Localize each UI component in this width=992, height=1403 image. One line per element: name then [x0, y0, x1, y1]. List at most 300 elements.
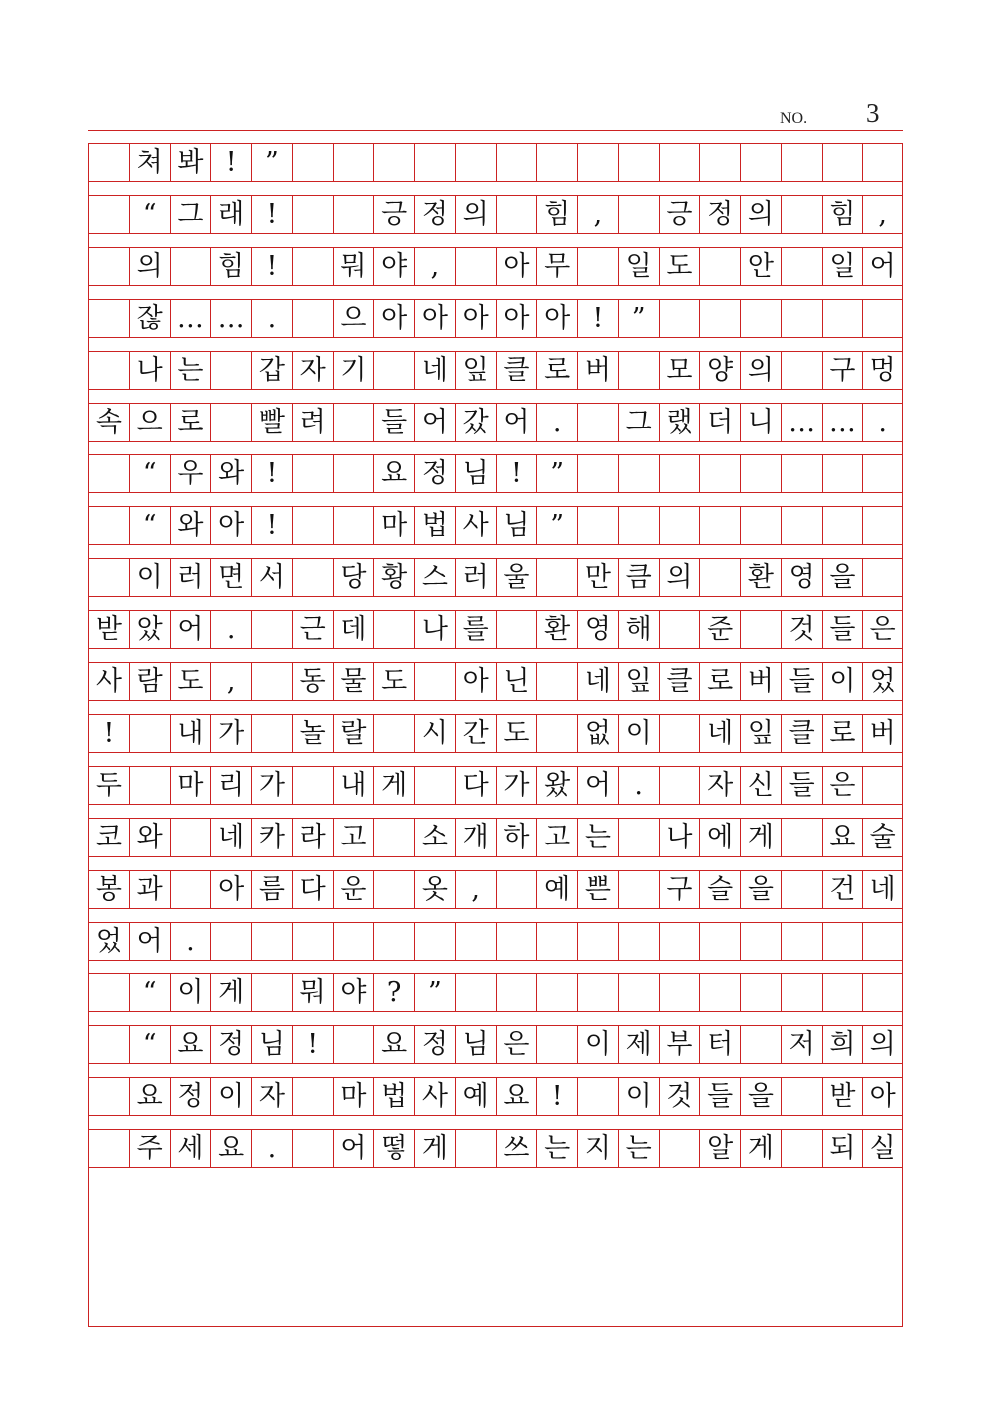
grid-cell [781, 195, 822, 234]
grid-cell [333, 922, 374, 961]
grid-cell [659, 766, 700, 805]
grid-cell: 무 [536, 247, 577, 286]
grid-cell: 이 [822, 662, 863, 701]
grid-cell: 이 [170, 973, 211, 1012]
manuscript-row [88, 818, 903, 857]
grid-cell: 힘 [822, 195, 863, 234]
grid-cell: 들 [781, 662, 822, 701]
grid-cell [292, 506, 333, 545]
grid-cell: … [210, 299, 251, 338]
grid-cell [659, 922, 700, 961]
grid-cell [251, 610, 292, 649]
grid-cell: 을 [822, 558, 863, 597]
grid-cell: 님 [455, 1025, 496, 1064]
grid-cell: 예 [536, 870, 577, 909]
grid-cell [88, 558, 129, 597]
grid-cell: 의 [862, 1025, 903, 1064]
grid-cell [577, 506, 618, 545]
grid-cell: 을 [740, 1077, 781, 1116]
grid-cell: 도 [373, 662, 414, 701]
grid-cell: 요 [129, 1077, 170, 1116]
grid-cell [659, 973, 700, 1012]
grid-cell [822, 922, 863, 961]
manuscript-row [88, 351, 903, 390]
grid-cell: 환 [740, 558, 781, 597]
grid-cell [618, 454, 659, 493]
grid-cell: 코 [88, 818, 129, 857]
grid-cell [170, 870, 211, 909]
grid-cell: 사 [455, 506, 496, 545]
manuscript-row [88, 870, 903, 909]
grid-cell: 은 [822, 766, 863, 805]
grid-cell: 봐 [170, 143, 211, 182]
grid-cell: 속 [88, 403, 129, 442]
manuscript-row [88, 1025, 903, 1064]
grid-cell [781, 1129, 822, 1168]
grid-cell: 지 [577, 1129, 618, 1168]
grid-cell: “ [129, 1025, 170, 1064]
grid-cell: 들 [822, 610, 863, 649]
grid-cell [455, 922, 496, 961]
grid-cell [618, 143, 659, 182]
grid-cell [781, 454, 822, 493]
grid-cell: 려 [292, 403, 333, 442]
grid-cell: 클 [496, 351, 537, 390]
grid-cell: ! [536, 1077, 577, 1116]
grid-cell: ” [251, 143, 292, 182]
grid-cell: 아 [414, 299, 455, 338]
grid-cell [618, 922, 659, 961]
grid-cell: 사 [88, 662, 129, 701]
grid-cell [577, 403, 618, 442]
grid-cell: 게 [373, 766, 414, 805]
grid-cell [740, 143, 781, 182]
grid-cell [659, 1129, 700, 1168]
grid-cell: 이 [210, 1077, 251, 1116]
grid-cell: 아 [210, 506, 251, 545]
grid-cell [292, 922, 333, 961]
grid-cell: 자 [292, 351, 333, 390]
grid-cell [88, 973, 129, 1012]
grid-cell: 게 [740, 1129, 781, 1168]
grid-cell: 시 [414, 714, 455, 753]
grid-cell [88, 1077, 129, 1116]
grid-cell: 황 [373, 558, 414, 597]
grid-cell: 었 [862, 662, 903, 701]
manuscript-row [88, 1129, 903, 1168]
grid-cell: 개 [455, 818, 496, 857]
manuscript-row [88, 973, 903, 1012]
grid-cell: ! [88, 714, 129, 753]
grid-cell: 으 [333, 299, 374, 338]
grid-cell [699, 922, 740, 961]
grid-cell: 클 [659, 662, 700, 701]
grid-cell: 는 [170, 351, 211, 390]
grid-cell [822, 506, 863, 545]
grid-cell [455, 973, 496, 1012]
grid-cell: . [210, 610, 251, 649]
grid-cell [292, 1077, 333, 1116]
grid-cell: 네 [699, 714, 740, 753]
grid-cell: 갑 [251, 351, 292, 390]
grid-cell [577, 454, 618, 493]
grid-cell: 받 [822, 1077, 863, 1116]
grid-cell [496, 610, 537, 649]
manuscript-row [88, 766, 903, 805]
grid-cell: 당 [333, 558, 374, 597]
grid-cell [373, 610, 414, 649]
grid-cell: 저 [781, 1025, 822, 1064]
grid-cell: 고 [333, 818, 374, 857]
grid-cell [577, 247, 618, 286]
grid-cell [618, 818, 659, 857]
grid-cell [618, 195, 659, 234]
grid-cell: 와 [129, 818, 170, 857]
grid-cell: 야 [373, 247, 414, 286]
grid-cell: 의 [455, 195, 496, 234]
grid-cell: 알 [699, 1129, 740, 1168]
grid-cell: 이 [618, 714, 659, 753]
grid-cell: 그 [618, 403, 659, 442]
grid-cell [536, 558, 577, 597]
grid-cell [292, 558, 333, 597]
grid-cell [862, 454, 903, 493]
grid-cell [292, 1129, 333, 1168]
grid-cell [373, 922, 414, 961]
manuscript-row [88, 247, 903, 286]
grid-cell [781, 506, 822, 545]
grid-cell: 내 [170, 714, 211, 753]
grid-cell: 뭐 [292, 973, 333, 1012]
grid-cell [577, 1077, 618, 1116]
grid-cell: 이 [129, 558, 170, 597]
grid-cell: 정 [699, 195, 740, 234]
grid-cell: 요 [822, 818, 863, 857]
grid-cell: 건 [822, 870, 863, 909]
grid-cell: 영 [781, 558, 822, 597]
grid-cell [333, 454, 374, 493]
grid-cell: 과 [129, 870, 170, 909]
grid-cell: 쓰 [496, 1129, 537, 1168]
grid-cell [618, 506, 659, 545]
grid-cell: 들 [781, 766, 822, 805]
grid-cell: 은 [862, 610, 903, 649]
grid-cell: 어 [170, 610, 211, 649]
grid-cell [414, 766, 455, 805]
grid-cell [699, 506, 740, 545]
grid-cell [536, 973, 577, 1012]
header-rule [88, 130, 903, 131]
grid-cell [699, 299, 740, 338]
grid-cell: … [822, 403, 863, 442]
grid-cell: 버 [740, 662, 781, 701]
grid-cell: 로 [536, 351, 577, 390]
grid-cell [822, 299, 863, 338]
grid-cell: 네 [210, 818, 251, 857]
grid-cell [88, 195, 129, 234]
grid-cell [455, 143, 496, 182]
grid-cell: 어 [577, 766, 618, 805]
grid-cell: 정 [414, 195, 455, 234]
grid-cell: 잎 [618, 662, 659, 701]
grid-cell: 술 [862, 818, 903, 857]
page-number-label: NO. [780, 110, 808, 127]
grid-cell [373, 870, 414, 909]
grid-cell: 되 [822, 1129, 863, 1168]
grid-cell [455, 247, 496, 286]
grid-cell: 라 [292, 818, 333, 857]
grid-cell: 가 [496, 766, 537, 805]
grid-cell: 받 [88, 610, 129, 649]
grid-cell: 는 [536, 1129, 577, 1168]
grid-cell: 면 [210, 558, 251, 597]
grid-cell [333, 403, 374, 442]
grid-cell [88, 1025, 129, 1064]
grid-cell: 놀 [292, 714, 333, 753]
grid-cell [781, 143, 822, 182]
grid-cell: 없 [577, 714, 618, 753]
manuscript-row [88, 1077, 903, 1116]
grid-cell: 자 [699, 766, 740, 805]
grid-cell: 기 [333, 351, 374, 390]
grid-cell [536, 662, 577, 701]
grid-cell: 내 [333, 766, 374, 805]
grid-cell: 님 [496, 506, 537, 545]
grid-cell: 갔 [455, 403, 496, 442]
grid-cell: . [536, 403, 577, 442]
grid-cell [129, 766, 170, 805]
grid-cell [333, 195, 374, 234]
grid-cell: ? [373, 973, 414, 1012]
manuscript-row [88, 454, 903, 493]
grid-cell: 마 [170, 766, 211, 805]
grid-cell [740, 506, 781, 545]
grid-cell: 하 [496, 818, 537, 857]
grid-cell: 준 [699, 610, 740, 649]
grid-cell: 더 [699, 403, 740, 442]
grid-cell: . [251, 1129, 292, 1168]
grid-cell [536, 1025, 577, 1064]
grid-cell [659, 299, 700, 338]
grid-cell: 제 [618, 1025, 659, 1064]
grid-cell: 은 [496, 1025, 537, 1064]
grid-cell [618, 870, 659, 909]
grid-cell: ! [210, 143, 251, 182]
grid-cell: 들 [373, 403, 414, 442]
grid-cell [862, 766, 903, 805]
grid-cell: 람 [129, 662, 170, 701]
grid-cell [88, 1129, 129, 1168]
grid-cell: 요 [170, 1025, 211, 1064]
grid-cell: 게 [414, 1129, 455, 1168]
grid-cell: “ [129, 454, 170, 493]
grid-cell: “ [129, 973, 170, 1012]
grid-cell [740, 299, 781, 338]
grid-cell: 야 [333, 973, 374, 1012]
grid-cell: 마 [333, 1077, 374, 1116]
grid-cell: 어 [862, 247, 903, 286]
grid-cell [414, 662, 455, 701]
grid-cell [210, 351, 251, 390]
grid-cell: 나 [129, 351, 170, 390]
grid-cell: 이 [577, 1025, 618, 1064]
grid-cell [88, 506, 129, 545]
grid-cell: ” [618, 299, 659, 338]
grid-cell: 동 [292, 662, 333, 701]
grid-cell [659, 714, 700, 753]
grid-cell: ! [251, 195, 292, 234]
grid-cell: 들 [699, 1077, 740, 1116]
grid-cell [88, 299, 129, 338]
grid-cell: 다 [292, 870, 333, 909]
grid-cell: “ [129, 195, 170, 234]
grid-cell [210, 922, 251, 961]
grid-cell: 랬 [659, 403, 700, 442]
grid-cell: 힘 [536, 195, 577, 234]
grid-cell: 울 [496, 558, 537, 597]
grid-cell [536, 143, 577, 182]
grid-cell [496, 973, 537, 1012]
grid-cell: 터 [699, 1025, 740, 1064]
grid-cell: 물 [333, 662, 374, 701]
grid-cell: 카 [251, 818, 292, 857]
grid-cell: 힘 [210, 247, 251, 286]
grid-cell [88, 454, 129, 493]
grid-cell [862, 973, 903, 1012]
grid-cell: 로 [822, 714, 863, 753]
page-number: 3 [866, 98, 880, 128]
grid-cell: 아 [373, 299, 414, 338]
grid-cell: “ [129, 506, 170, 545]
grid-cell: 이 [618, 1077, 659, 1116]
grid-cell: 아 [455, 299, 496, 338]
grid-cell: ! [251, 247, 292, 286]
grid-cell [740, 922, 781, 961]
grid-cell: 리 [210, 766, 251, 805]
grid-cell: 아 [862, 1077, 903, 1116]
grid-cell: 아 [455, 662, 496, 701]
grid-cell [496, 870, 537, 909]
grid-cell [781, 299, 822, 338]
grid-cell: 큼 [618, 558, 659, 597]
grid-cell [455, 1129, 496, 1168]
grid-cell: ” [536, 506, 577, 545]
grid-cell [292, 247, 333, 286]
grid-cell [822, 143, 863, 182]
grid-cell: 님 [251, 1025, 292, 1064]
grid-cell: 의 [129, 247, 170, 286]
grid-cell: 는 [618, 1129, 659, 1168]
grid-cell: 네 [577, 662, 618, 701]
grid-cell: 만 [577, 558, 618, 597]
grid-cell [577, 143, 618, 182]
grid-cell [292, 454, 333, 493]
grid-cell [536, 922, 577, 961]
grid-cell: 는 [577, 818, 618, 857]
grid-cell: 잎 [455, 351, 496, 390]
grid-cell [496, 195, 537, 234]
grid-cell: 일 [822, 247, 863, 286]
grid-cell: 봉 [88, 870, 129, 909]
grid-cell [699, 558, 740, 597]
grid-cell [333, 143, 374, 182]
grid-cell: 으 [129, 403, 170, 442]
grid-cell: 나 [414, 610, 455, 649]
grid-cell: 것 [781, 610, 822, 649]
grid-cell: 어 [496, 403, 537, 442]
grid-cell: 님 [455, 454, 496, 493]
grid-cell: 네 [414, 351, 455, 390]
grid-cell: 름 [251, 870, 292, 909]
manuscript-row [88, 195, 903, 234]
grid-cell: ! [496, 454, 537, 493]
grid-cell: , [414, 247, 455, 286]
grid-cell [373, 143, 414, 182]
grid-cell [740, 610, 781, 649]
grid-cell [577, 973, 618, 1012]
grid-cell: 우 [170, 454, 211, 493]
grid-cell: 긍 [659, 195, 700, 234]
grid-cell: 잖 [129, 299, 170, 338]
grid-cell [618, 973, 659, 1012]
grid-cell: 어 [414, 403, 455, 442]
grid-cell [781, 922, 822, 961]
grid-cell: 아 [496, 299, 537, 338]
grid-cell: , [210, 662, 251, 701]
grid-cell: 주 [129, 1129, 170, 1168]
grid-cell [699, 454, 740, 493]
grid-cell [781, 818, 822, 857]
grid-cell: 게 [740, 818, 781, 857]
grid-cell: 해 [618, 610, 659, 649]
grid-cell: 랄 [333, 714, 374, 753]
grid-cell [699, 973, 740, 1012]
grid-cell: 모 [659, 351, 700, 390]
grid-cell [659, 454, 700, 493]
grid-cell [292, 195, 333, 234]
grid-cell [373, 351, 414, 390]
grid-cell: 슬 [699, 870, 740, 909]
grid-cell: . [618, 766, 659, 805]
grid-cell: 자 [251, 1077, 292, 1116]
grid-cell: 어 [129, 922, 170, 961]
grid-cell [536, 714, 577, 753]
grid-cell: 도 [659, 247, 700, 286]
grid-cell [822, 973, 863, 1012]
grid-cell: 쁜 [577, 870, 618, 909]
grid-cell: 것 [659, 1077, 700, 1116]
grid-cell: 운 [333, 870, 374, 909]
grid-cell [822, 454, 863, 493]
grid-cell [781, 870, 822, 909]
grid-cell [251, 922, 292, 961]
grid-cell [88, 351, 129, 390]
grid-cell [740, 454, 781, 493]
grid-cell: 니 [740, 403, 781, 442]
grid-cell: . [251, 299, 292, 338]
manuscript-row [88, 714, 903, 753]
grid-cell: 세 [170, 1129, 211, 1168]
grid-cell: 었 [88, 922, 129, 961]
grid-cell: ! [251, 506, 292, 545]
grid-cell: … [170, 299, 211, 338]
grid-cell: 네 [862, 870, 903, 909]
grid-cell: . [862, 403, 903, 442]
grid-cell: 옷 [414, 870, 455, 909]
grid-cell [210, 403, 251, 442]
grid-cell: 버 [577, 351, 618, 390]
grid-cell: 법 [414, 506, 455, 545]
